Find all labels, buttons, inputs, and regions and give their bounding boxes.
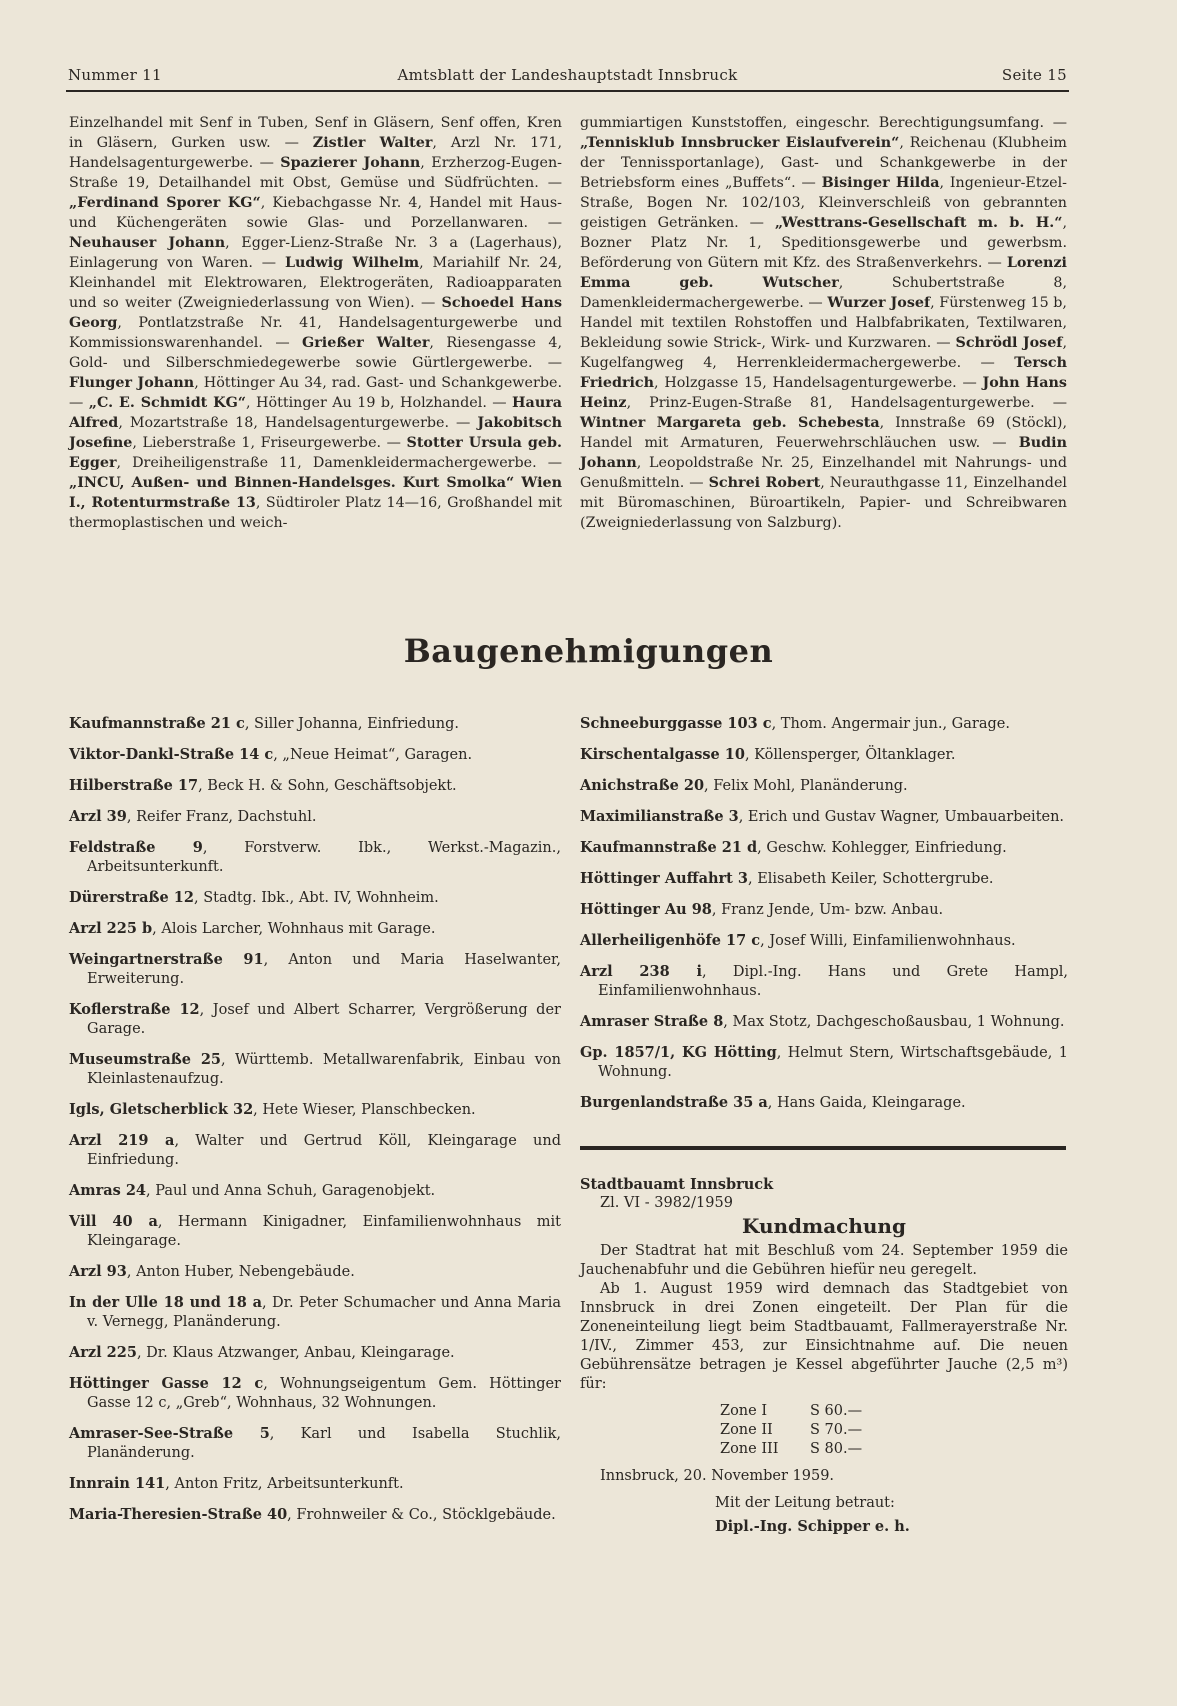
- permit-details: , Siller Johanna, Einfriedung.: [244, 716, 460, 732]
- permit-address: Allerheiligenhöfe 17 c: [580, 932, 761, 949]
- permit-details: , Anton Huber, Nebengebäude.: [126, 1264, 355, 1280]
- permit-details: , Alois Larcher, Wohnhaus mit Garage.: [152, 921, 436, 937]
- building-permits-right-column: [580, 714, 1068, 1124]
- section-divider: [580, 1146, 1066, 1150]
- register-entry-name: Zistler Walter: [312, 135, 433, 151]
- register-entry-text: , Pontlatzstraße Nr. 41, Handelsagenturgewerbe und Kommissionswarenhandel. —: [69, 315, 562, 351]
- register-entry-text: , Bozner Platz Nr. 1, Speditionsgewerbe und gewerbsm. Beförderung von Gütern mit Kfz. des Straßenverkehrs. —: [580, 215, 1067, 271]
- register-entry-text: , Riesengasse 4, Gold- und Silberschmiedegewerbe sowie Gürtlergewerbe. —: [69, 335, 563, 371]
- register-entry-name: Wintner Margareta geb. Schebesta: [580, 415, 880, 431]
- permit-address: Höttinger Au 98: [580, 901, 712, 918]
- register-entry-name: „Westtrans-Gesellschaft m. b. H.“: [774, 215, 1063, 231]
- fee-rate-row: [720, 1402, 920, 1421]
- permit-entry: [69, 1343, 561, 1363]
- permit-address: Gp. 1857/1, KG Hötting: [580, 1044, 777, 1061]
- signature: Dipl.-Ing. Schipper e. h.: [715, 1518, 910, 1535]
- register-entry-text: , Mozartstraße 18, Handelsagenturgewerbe. —: [118, 415, 478, 431]
- permit-entry: [580, 838, 1068, 858]
- permit-entry: [69, 1293, 561, 1332]
- permit-address: Anichstraße 20: [580, 777, 705, 794]
- permit-address: Amraser Straße 8: [580, 1013, 724, 1030]
- register-entry-name: Lorenzi Emma geb. Wutscher: [580, 255, 1067, 291]
- register-entry-name: Schoedel Hans Georg: [69, 295, 562, 331]
- permit-entry: [69, 1262, 561, 1282]
- permit-details: , „Neue Heimat“, Garagen.: [273, 747, 473, 763]
- register-entry-name: Budin Johann: [580, 435, 1067, 471]
- register-entry-text: , Arzl Nr. 171, Handelsagenturgewerbe. —: [69, 135, 562, 171]
- permit-details: , Karl und Isabella Stuchlik, Planänderung.: [87, 1426, 561, 1461]
- fee-rate-row: [720, 1421, 920, 1440]
- permit-details: , Hans Gaida, Kleingarage.: [767, 1095, 966, 1111]
- permit-address: Arzl 93: [69, 1263, 127, 1280]
- permit-entry: [69, 950, 561, 989]
- register-entry-name: Jakobitsch Josefine: [69, 415, 562, 451]
- permit-address: Arzl 225 b: [69, 920, 153, 937]
- register-entry-text: , Höttinger Au 19 b, Holzhandel. —: [246, 395, 513, 411]
- permit-address: Höttinger Auffahrt 3: [580, 870, 748, 887]
- register-entry-text: , Prinz-Eugen-Straße 81, Handelsagenturgewerbe. —: [626, 395, 1067, 411]
- permit-address: Burgenlandstraße 35 a: [580, 1094, 768, 1111]
- permit-entry: [580, 714, 1068, 734]
- register-entry-text: , Erzherzog-Eugen-Straße 19, Detailhandel mit Obst, Gemüse und Südfrüchten. —: [69, 155, 562, 191]
- permit-address: Koflerstraße 12: [69, 1001, 200, 1018]
- fee-rates: [720, 1402, 1068, 1459]
- zone-label: Zone II: [720, 1422, 773, 1438]
- permit-details: , Stadtg. Ibk., Abt. IV, Wohnheim.: [194, 890, 439, 906]
- register-entry-name: „C. E. Schmidt KG“: [88, 395, 247, 411]
- permit-address: Museumstraße 25: [69, 1051, 221, 1068]
- permit-address: Arzl 39: [69, 808, 127, 825]
- permit-details: , Dipl.-Ing. Hans und Grete Hampl, Einfamilienwohnhaus.: [598, 964, 1068, 999]
- permit-entry: [580, 776, 1068, 796]
- permit-entry: [580, 1093, 1068, 1113]
- page-header: [68, 66, 1067, 88]
- permit-details: , Anton und Maria Haselwanter, Erweiterung.: [87, 952, 561, 987]
- zone-label: Zone I: [720, 1403, 768, 1419]
- register-entry-text: , Egger-Lienz-Straße Nr. 3 a (Lagerhaus), Einlagerung von Waren. —: [69, 235, 562, 271]
- zone-price: S 60.—: [810, 1403, 863, 1419]
- permit-details: , Hermann Kinigadner, Einfamilienwohnhaus mit Kleingarage.: [87, 1214, 561, 1249]
- register-entry-name: Neuhauser Johann: [69, 235, 226, 251]
- register-entry-name: Stotter Ursula geb. Egger: [69, 435, 562, 471]
- register-entry-text: , Fürstenweg 15 b, Handel mit textilen Rohstoffen und Halbfabrikaten, Textilwaren, Bekleidung sowie Strick-, Wirk- und Kurzwaren. —: [580, 295, 1067, 351]
- permit-address: Maria-Theresien-Straße 40: [69, 1506, 288, 1523]
- trade-register-left-column: [69, 113, 562, 533]
- register-entry-name: Tersch Friedrich: [580, 355, 1067, 391]
- register-entry-text: , Kiebachgasse Nr. 4, Handel mit Haus- und Küchengeräten sowie Glas- und Porzellanwaren. —: [69, 195, 563, 231]
- permit-details: , Geschw. Kohlegger, Einfriedung.: [757, 840, 1007, 856]
- permit-address: Vill 40 a: [69, 1213, 158, 1230]
- register-entry-text: , Kugelfangweg 4, Herrenkleidermachergewerbe. —: [580, 335, 1067, 371]
- notice-office: Stadtbauamt Innsbruck: [580, 1176, 774, 1193]
- permit-details: , Felix Mohl, Planänderung.: [704, 778, 908, 794]
- register-entry-name: Haura Alfred: [69, 395, 563, 431]
- permit-address: Weingartnerstraße 91: [69, 951, 264, 968]
- permit-entry: [580, 745, 1068, 765]
- register-entry-name: Bisinger Hilda: [821, 175, 940, 191]
- register-entry-name: Flunger Johann: [69, 375, 195, 391]
- register-entry-text: gummiartigen Kunststoffen, eingeschr. Berechtigungsumfang. —: [580, 115, 1067, 131]
- permit-details: , Beck H. & Sohn, Geschäftsobjekt.: [198, 778, 457, 794]
- register-entry-text: , Dreiheiligenstraße 11, Damenkleidermachergewerbe. —: [116, 455, 562, 471]
- permit-address: Amraser-See-Straße 5: [69, 1425, 270, 1442]
- permit-details: , Franz Jende, Um- bzw. Anbau.: [711, 902, 944, 918]
- permit-details: , Josef und Albert Scharrer, Vergrößerung der Garage.: [87, 1002, 561, 1037]
- register-entry-text: , Reichenau (Klubheim der Tennissportanlage), Gast- und Schankgewerbe in der Betriebsform eines „Buffets“. —: [580, 135, 1067, 191]
- register-entry-text: , Holzgasse 15, Handelsagenturgewerbe. —: [654, 375, 983, 391]
- permit-entry: [580, 1012, 1068, 1032]
- permit-entry: [69, 1474, 561, 1494]
- permit-address: Schneeburggasse 103 c: [580, 715, 772, 732]
- permit-entry: [69, 888, 561, 908]
- permit-address: Kaufmannstraße 21 c: [69, 715, 245, 732]
- permit-entry: [69, 1374, 561, 1413]
- permit-entry: [69, 1212, 561, 1251]
- permit-details: , Josef Willi, Einfamilienwohnhaus.: [760, 933, 1016, 949]
- permit-details: , Frohnweiler & Co., Stöcklgebäude.: [287, 1507, 556, 1523]
- permit-entry: [580, 931, 1068, 951]
- permit-entry: [580, 869, 1068, 889]
- permit-details: , Dr. Klaus Atzwanger, Anbau, Kleingarage.: [136, 1345, 455, 1361]
- permit-entry: [69, 1181, 561, 1201]
- publication-title: Amtsblatt der Landeshauptstadt Innsbruck: [397, 66, 738, 84]
- permit-details: , Helmut Stern, Wirtschaftsgebäude, 1 Wohnung.: [598, 1045, 1068, 1080]
- permit-address: Kirschentalgasse 10: [580, 746, 745, 763]
- permit-details: , Max Stotz, Dachgeschoßausbau, 1 Wohnung.: [723, 1014, 1065, 1030]
- permit-address: Innrain 141: [69, 1475, 166, 1492]
- register-entry-text: , Leopoldstraße Nr. 25, Einzelhandel mit Nahrungs- und Genußmitteln. —: [580, 455, 1067, 491]
- public-notice: [580, 1175, 1068, 1536]
- notice-paragraph: Ab 1. August 1959 wird demnach das Stadtgebiet von Innsbruck in drei Zonen eingeteilt. Der Plan für die Zoneneinteilung liegt beim Stadtbauamt, Fallmerayerstraße Nr. 1/IV., Zimmer 453, zur Einsichtnahme auf. Die neuen Gebührensätze betragen je Kessel abgeführter Jauche (2,5 m³) für:: [580, 1281, 1068, 1392]
- issue-number: Nummer 11: [68, 66, 162, 84]
- permit-entry: [69, 807, 561, 827]
- register-entry-text: , Innstraße 69 (Stöckl), Handel mit Armaturen, Feuerwehrschläuchen usw. —: [580, 415, 1067, 451]
- permit-entry: [69, 745, 561, 765]
- register-entry-name: John Hans Heinz: [580, 375, 1067, 411]
- permit-entry: [69, 1131, 561, 1170]
- permit-entry: [69, 1000, 561, 1039]
- permit-details: , Thom. Angermair jun., Garage.: [771, 716, 1010, 732]
- fee-rate-row: [720, 1440, 920, 1459]
- notice-title: Kundmachung: [742, 1214, 906, 1238]
- trade-register-right-column: [580, 113, 1067, 533]
- permit-address: Arzl 238 i: [580, 963, 702, 980]
- permit-address: In der Ulle 18 und 18 a: [69, 1294, 263, 1311]
- permit-address: Viktor-Dankl-Straße 14 c: [69, 746, 274, 763]
- register-entry-name: Schrödl Josef: [955, 335, 1063, 351]
- register-entry-text: , Schubertstraße 8, Damenkleidermachergewerbe. —: [580, 275, 1067, 311]
- permit-entry: [580, 962, 1068, 1001]
- register-entry-name: „INCU, Außen- und Binnen-Handelsges. Kurt Smolka“ Wien I., Rotenturmstraße 13: [69, 475, 562, 511]
- zone-label: Zone III: [720, 1441, 779, 1457]
- register-entry-name: „Ferdinand Sporer KG“: [69, 195, 261, 211]
- permit-address: Arzl 219 a: [69, 1132, 175, 1149]
- register-entry-name: „Tennisklub Innsbrucker Eislaufverein“: [580, 135, 900, 151]
- permit-address: Arzl 225: [69, 1344, 137, 1361]
- permit-entry: [580, 1043, 1068, 1082]
- permit-details: , Paul und Anna Schuh, Garagenobjekt.: [146, 1183, 436, 1199]
- signature-intro: Mit der Leitung betraut:: [715, 1495, 895, 1511]
- page-number: Seite 15: [1001, 66, 1067, 84]
- register-entry-text: , Lieberstraße 1, Friseurgewerbe. —: [132, 435, 407, 451]
- building-permits-left-column: [69, 714, 561, 1536]
- zone-price: S 70.—: [810, 1422, 863, 1438]
- permit-entry: [580, 900, 1068, 920]
- permit-details: , Köllensperger, Öltanklager.: [744, 747, 956, 763]
- permit-details: , Erich und Gustav Wagner, Umbauarbeiten.: [738, 809, 1065, 825]
- permit-entry: [69, 1505, 561, 1525]
- permit-details: , Dr. Peter Schumacher und Anna Maria v. Vernegg, Planänderung.: [87, 1295, 561, 1330]
- register-entry-name: Ludwig Wilhelm: [284, 255, 420, 271]
- permit-details: , Forstverw. Ibk., Werkst.-Magazin., Arbeitsunterkunft.: [87, 840, 561, 875]
- permit-address: Höttinger Gasse 12 c: [69, 1375, 264, 1392]
- register-entry-name: Schrei Robert: [708, 475, 821, 491]
- permit-details: , Walter und Gertrud Köll, Kleingarage und Einfriedung.: [87, 1133, 561, 1168]
- permit-entry: [69, 1100, 561, 1120]
- register-entry-name: Spazierer Johann: [280, 155, 421, 171]
- header-rule: [66, 90, 1069, 92]
- permit-details: , Anton Fritz, Arbeitsunterkunft.: [165, 1476, 404, 1492]
- register-entry-name: Grießer Walter: [302, 335, 430, 351]
- permit-address: Maximilianstraße 3: [580, 808, 739, 825]
- permit-entry: [580, 807, 1068, 827]
- zone-price: S 80.—: [810, 1441, 863, 1457]
- register-entry-text: , Ingenieur-Etzel-Straße, Bogen Nr. 102/103, Kleinverschleiß von gebrannten geistigen Getränken. —: [580, 175, 1067, 231]
- permit-entry: [69, 919, 561, 939]
- permit-address: Dürerstraße 12: [69, 889, 194, 906]
- permit-address: Igls, Gletscherblick 32: [69, 1101, 254, 1118]
- permit-address: Feldstraße 9: [69, 839, 203, 856]
- register-entry-text: , Südtiroler Platz 14—16, Großhandel mit thermoplastischen und weich-: [69, 495, 562, 531]
- permit-address: Amras 24: [69, 1182, 147, 1199]
- register-entry-text: , Höttinger Au 34, rad. Gast- und Schankgewerbe. —: [69, 375, 562, 411]
- permit-entry: [69, 714, 561, 734]
- register-entry-text: , Neurauthgasse 11, Einzelhandel mit Büromaschinen, Büroartikeln, Papier- und Schreibwaren (Zweigniederlassung von Salzburg).: [580, 475, 1067, 531]
- notice-reference: Zl. VI - 3982/1959: [600, 1195, 733, 1211]
- register-entry-text: Einzelhandel mit Senf in Tuben, Senf in Gläsern, Senf offen, Kren in Gläsern, Gurken usw. —: [69, 115, 562, 151]
- permit-details: , Reifer Franz, Dachstuhl.: [126, 809, 317, 825]
- section-title: Baugenehmigungen: [403, 632, 774, 670]
- permit-details: , Wohnungseigentum Gem. Höttinger Gasse 12 c, „Greb“, Wohnhaus, 32 Wohnungen.: [87, 1376, 561, 1411]
- permit-details: , Württemb. Metallwarenfabrik, Einbau von Kleinlastenaufzug.: [87, 1052, 561, 1087]
- notice-place-date: Innsbruck, 20. November 1959.: [600, 1468, 835, 1484]
- register-entry-text: , Mariahilf Nr. 24, Kleinhandel mit Elektrowaren, Elektrogeräten, Radioapparaten und so weiter (Zweigniederlassung von Wien). —: [69, 255, 563, 311]
- permit-entry: [69, 776, 561, 796]
- permit-details: , Hete Wieser, Planschbecken.: [253, 1102, 476, 1118]
- permit-address: Hilberstraße 17: [69, 777, 199, 794]
- notice-paragraph: Der Stadtrat hat mit Beschluß vom 24. September 1959 die Jauchenabfuhr und die Gebühren hiefür neu geregelt.: [580, 1243, 1068, 1278]
- permit-entry: [69, 838, 561, 877]
- permit-entry: [69, 1424, 561, 1463]
- permit-address: Kaufmannstraße 21 d: [580, 839, 758, 856]
- permit-details: , Elisabeth Keiler, Schottergrube.: [747, 871, 994, 887]
- register-entry-name: Wurzer Josef: [827, 295, 931, 311]
- permit-entry: [69, 1050, 561, 1089]
